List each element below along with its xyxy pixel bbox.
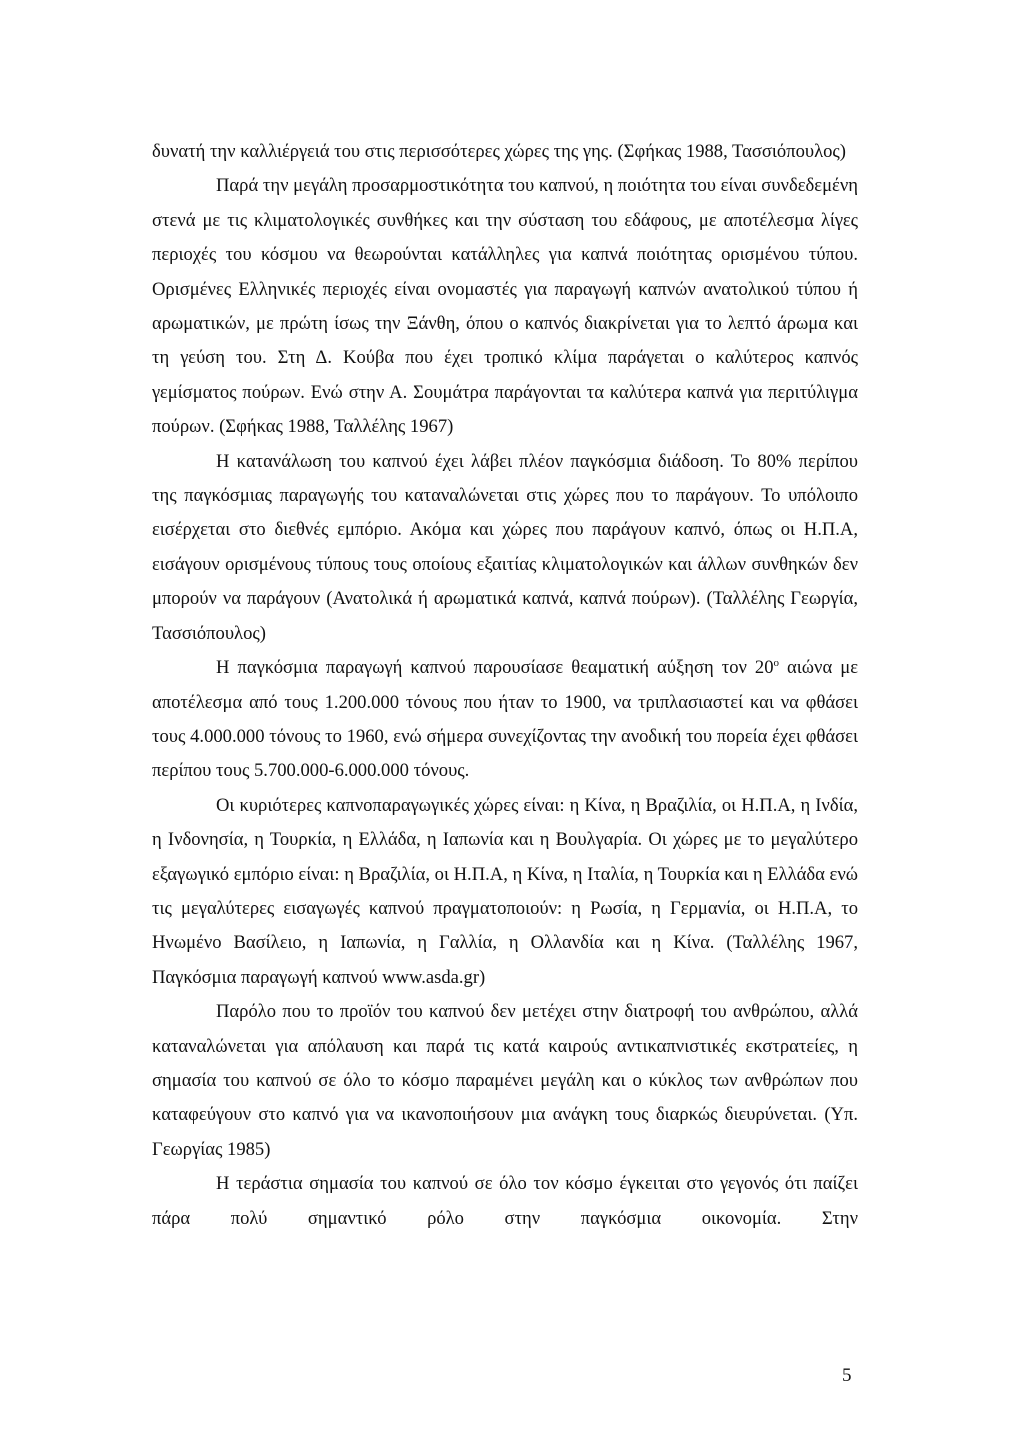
paragraph-5: Οι κυριότερες καπνοπαραγωγικές χώρες είναι: η Κίνα, η Βραζιλία, οι Η.Π.Α, η Ινδία, η Ινδονησία, η Τουρκία, η Ελλάδα, η Ιαπωνία και η Βουλγαρία. Οι χώρες με το μεγαλύτερο εξαγωγικό εμπόριο είναι: η Βραζιλία, οι Η.Π.Α, η Κίνα, η Ιταλία, η Τουρκία και η Ελλάδα ενώ τις μεγαλύτερες εισαγωγές καπνού πραγματοποιούν: η Ρωσία, η Γερμανία, οι Η.Π.Α, το Ηνωμένο Βασίλειο, η Ιαπωνία, η Γαλλία, η Ολλανδία και η Κίνα. (Ταλλέλης 1967, Παγκόσμια παραγωγή καπνού www.asda.gr) — [152, 794, 858, 988]
paragraph-4 — [152, 651, 858, 789]
paragraph-4-text-b: αιώνα με αποτέλεσμα από τους 1.200.000 τόνους που ήταν το 1900, να τριπλασιαστεί και να φθάσει τους 4.000.000 τόνους το 1960, ενώ σήμερα συνεχίζοντας την ανοδική του πορεία έχει φθάσει περίπου τους 5.700.000-6.000.000 τόνους. — [152, 657, 858, 782]
paragraph-1: δυνατή την καλλιέργειά του στις περισσότερες χώρες της γης. (Σφήκας 1988, Τασσιόπουλος) — [152, 141, 846, 162]
paragraph-3: Η κατανάλωση του καπνού έχει λάβει πλέον παγκόσμια διάδοση. Το 80% περίπου της παγκόσμιας παραγωγής του καταναλώνεται στις χώρες που το παράγουν. Το υπόλοιπο εισέρχεται στο διεθνές εμπόριο. Ακόμα και χώρες που παράγουν καπνό, όπως οι Η.Π.Α, εισάγουν ορισμένους τύπους τους οποίους εξαιτίας κλιματολογικών και άλλων συνθηκών δεν μπορούν να παράγουν (Ανατολικά ή αρωματικά καπνά, καπνά πούρων). (Ταλλέλης Γεωργία, Τασσιόπουλος) — [152, 450, 858, 644]
document-page — [152, 135, 858, 1236]
degree-superscript: ο — [773, 656, 780, 669]
paragraph-2: Παρά την μεγάλη προσαρμοστικότητα του καπνού, η ποιότητα του είναι συνδεδεμένη στενά με τις κλιματολογικές συνθήκες και την σύσταση του εδάφους, με αποτέλεσμα λίγες περιοχές του κόσμου να θεωρούνται κατάλληλες για καπνά ποιότητας ορισμένου τύπου. Ορισμένες Ελληνικές περιοχές είναι ονομαστές για παραγωγή καπνών ανατολικού τύπου ή αρωματικών, με πρώτη ίσως την Ξάνθη, όπου ο καπνός διακρίνεται για το λεπτό άρωμα και τη γεύση του. Στη Δ. Κούβα που έχει τροπικό κλίμα παράγεται ο καλύτερος καπνός γεμίσματος πούρων. Ενώ στην Α. Σουμάτρα παράγονται τα καλύτερα καπνά για περιτύλιγμα πούρων. (Σφήκας 1988, Ταλλέλης 1967) — [152, 175, 858, 438]
page-number: 5 — [842, 1365, 852, 1386]
paragraph-7: Η τεράστια σημασία του καπνού σε όλο τον κόσμο έγκειται στο γεγονός ότι παίζει πάρα πολύ σημαντικό ρόλο στην παγκόσμια οικονομία. Στην — [152, 1173, 858, 1229]
paragraph-4-text-a: Η παγκόσμια παραγωγή καπνού παρουσίασε θεαματική αύξηση τον 20 — [216, 657, 774, 679]
paragraph-6: Παρόλο που το προϊόν του καπνού δεν μετέχει στην διατροφή του ανθρώπου, αλλά καταναλώνεται για απόλαυση και παρά τις κατά καιρούς αντικαπνιστικές εκστρατείες, η σημασία του καπνού σε όλο το κόσμο παραμένει μεγάλη και ο κύκλος των ανθρώπων που καταφεύγουν στο καπνό για να ικανοποιήσουν μια ανάγκη τους διαρκώς διευρύνεται. (Υπ. Γεωργίας 1985) — [152, 1001, 858, 1160]
